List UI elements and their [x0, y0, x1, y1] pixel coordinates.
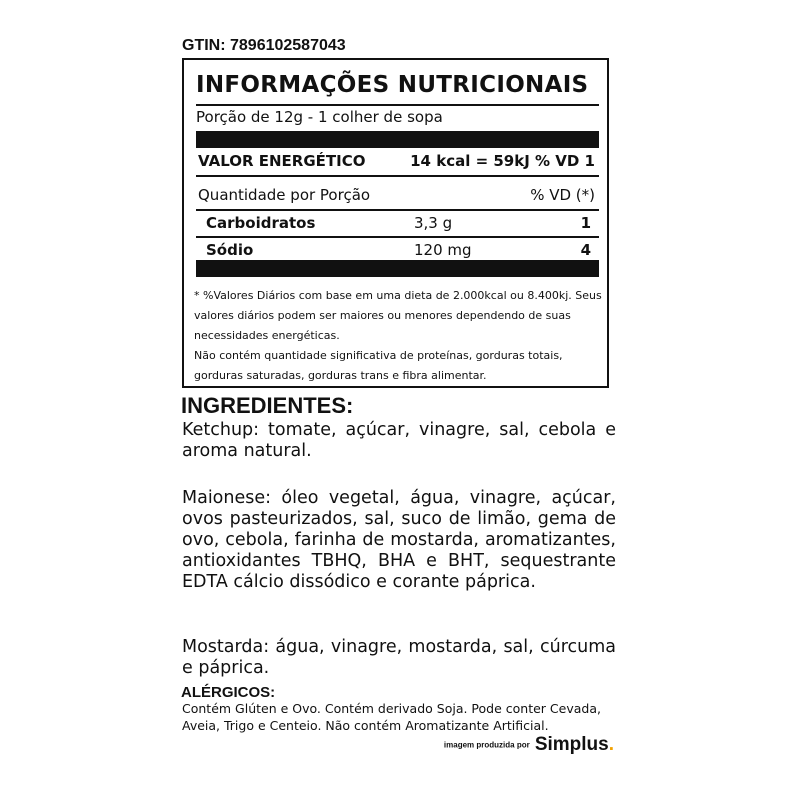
credit-brand-dot: . — [608, 734, 614, 755]
quantity-header: Quantidade por Porção — [198, 186, 371, 204]
nutrient-vd: 1 — [580, 214, 591, 232]
energy-row — [196, 149, 599, 173]
gtin-code: GTIN: 7896102587043 — [182, 37, 346, 54]
nutrient-amount: 3,3 g — [414, 214, 453, 232]
nutrition-title: INFORMAÇÕES NUTRICIONAIS — [196, 72, 589, 98]
nutrient-name: Sódio — [206, 241, 254, 259]
divider — [196, 175, 599, 177]
vd-header: % VD (*) — [530, 186, 595, 204]
footnote-daily-values: * %Valores Diários com base em uma dieta de 2.000kcal ou 8.400kj. Seus valores diários podem ser maiores ou menores dependendo de suas necessidades energéticas. — [194, 289, 602, 342]
nutrient-header-row — [196, 183, 599, 207]
nutrient-amount: 120 mg — [414, 241, 472, 259]
divider — [196, 104, 599, 106]
energy-label: VALOR ENERGÉTICO — [198, 152, 366, 170]
ingredients-mostarda: Mostarda: água, vinagre, mostarda, sal, cúrcuma e páprica. — [182, 637, 616, 678]
ingredients-ketchup: Ketchup: tomate, açúcar, vinagre, sal, cebola e aroma natural. — [182, 420, 616, 461]
table-row — [196, 210, 599, 236]
allergens-title: ALÉRGICOS: — [181, 684, 276, 701]
portion-size: Porção de 12g - 1 colher de sopa — [196, 108, 443, 126]
footnote-not-significant: Não contém quantidade significativa de proteínas, gorduras totais, gorduras saturadas, gorduras trans e fibra alimentar. — [194, 349, 563, 382]
thick-divider — [196, 131, 599, 148]
credit-prefix: imagem produzida por — [443, 740, 530, 750]
ingredients-maionese: Maionese: óleo vegetal, água, vinagre, açúcar, ovos pasteurizados, sal, suco de limão, gema de ovo, cebola, farinha de mostarda, aromatizantes, antioxidantes TBHQ, BHA e BHT, sequestrante EDTA cálcio dissódico e corante páprica. — [182, 488, 616, 592]
nutrient-name: Carboidratos — [206, 214, 316, 232]
thick-divider — [196, 260, 599, 277]
ingredients-title: INGREDIENTES: — [181, 393, 354, 418]
allergens-text: Contém Glúten e Ovo. Contém derivado Soja. Pode conter Cevada, Aveia, Trigo e Centeio. Não contém Aromatizante Artificial. — [182, 701, 601, 733]
credit-brand: Simplus — [534, 734, 609, 755]
footnote — [194, 286, 604, 386]
image-credit — [444, 734, 614, 756]
nutrient-vd: 4 — [580, 241, 591, 259]
nutrition-facts-panel — [182, 58, 609, 388]
energy-value: 14 kcal = 59kJ % VD 1 — [410, 152, 595, 170]
